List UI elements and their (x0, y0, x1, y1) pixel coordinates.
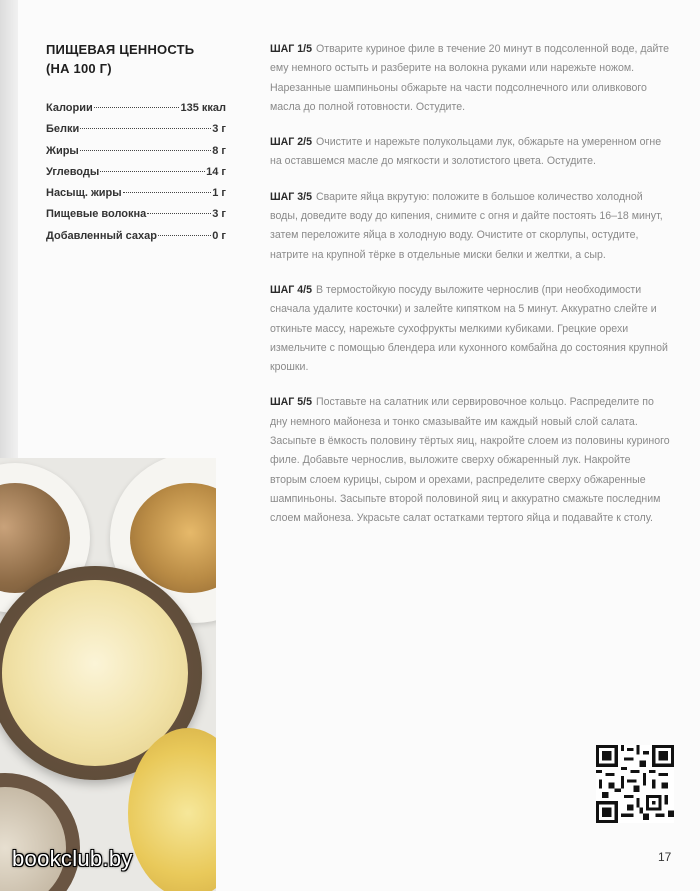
step-text: Поставьте на салатник или сервировочное кольцо. Распределите по дну немного майонеза и тонко смазывайте им каждый новый слой салата. Засыпьте в ёмкость половину тёртых яиц, накройте слоем из половины куриного филе. Добавьте чернослив, выложите сверху обжаренный лук. Накройте вторым слоем курицы, сыром и орехами, распределите сверху обжаренные шампиньоны. Засыпьте второй половиной яиц и аккуратно смажьте последним слоем майонеза. Украсьте салат остатками тертого яйца и подавайте к столу. (270, 396, 670, 525)
step-text: В термостойкую посуду выложите чернослив (при необходимости сначала удалите косточки) и залейте кипятком на 5 минут. Аккуратно слейте и откиньте массу, нарежьте сухофрукты мелкими кубиками. Грецкие орехи измельчите с помощью блендера или кухонного комбайна до состояния крупной крошки. (270, 283, 668, 374)
step-label: ШАГ 3/5 (270, 190, 312, 203)
nutrition-facts (46, 40, 226, 251)
dot-leader (80, 150, 211, 151)
nutrient-value: 8 г (212, 144, 226, 157)
salad-ingredients-photo (0, 458, 216, 891)
nutrient-name: Пищевые волокна (46, 208, 147, 221)
dot-leader (94, 107, 180, 108)
chicken-plate (0, 773, 80, 891)
nutrient-value: 3 г (212, 123, 226, 136)
nutrition-row (46, 208, 226, 229)
nutrient-value: 14 г (206, 165, 226, 178)
nutrition-row (46, 166, 226, 187)
watermark: bookclub.by (12, 846, 133, 871)
nutrition-rows (46, 102, 226, 251)
nutrient-name: Белки (46, 123, 80, 136)
nutrient-value: 3 г (212, 208, 226, 221)
nutrient-name: Добавленный сахар (46, 229, 158, 242)
recipe-step (270, 40, 670, 117)
step-label: ШАГ 1/5 (270, 43, 312, 55)
nutrient-value: 0 г (212, 229, 226, 242)
recipe-step (270, 393, 670, 528)
page-number: 17 (658, 850, 672, 864)
nutrition-title: ПИЩЕВАЯ ЦЕННОСТЬ (НА 100 Г) (46, 42, 195, 76)
recipe-step (270, 133, 670, 172)
recipe-step (270, 281, 670, 377)
nutrition-row (46, 230, 226, 251)
nutrient-name: Насыщ. жиры (46, 187, 122, 200)
nutrient-name: Жиры (46, 144, 79, 157)
dot-leader (158, 235, 211, 236)
step-text: Сварите яйца вкрутую: положите в большое количество холодной воды, доведите воду до кипения, снимите с огня и дайте постоять 16–18 минут, затем переложите яйца в холодную воду. Очистите от скорлупы, остудите, натрите на крупной тёрке в отдельные миски белки и желтки, а сыр. (270, 190, 663, 261)
step-label: ШАГ 5/5 (270, 396, 312, 409)
nutrient-name: Углеводы (46, 165, 100, 178)
nutrient-name: Калории (46, 102, 93, 114)
qr-code (596, 745, 674, 823)
nutrient-value: 1 г (212, 187, 226, 200)
nutrition-row (46, 187, 226, 208)
dot-leader (147, 213, 211, 214)
step-label: ШАГ 2/5 (270, 136, 312, 149)
dot-leader (123, 192, 212, 193)
recipe-step (270, 188, 670, 265)
nutrition-row (46, 123, 226, 144)
nutrition-row (46, 145, 226, 166)
dot-leader (100, 171, 205, 172)
dot-leader (80, 128, 211, 129)
nutrition-row (46, 102, 226, 123)
recipe-steps (270, 40, 670, 545)
nutrient-value: 135 ккал (180, 102, 226, 114)
step-text: Очистите и нарежьте полукольцами лук, обжарьте на умеренном огне на оставшемся масле до мягкости и золотистого цвета. Остудите. (270, 136, 662, 168)
step-label: ШАГ 4/5 (270, 283, 312, 296)
step-text: Отварите куриное филе в течение 20 минут в подсоленной воде, дайте ему немного остыть и разберите на волокна руками или нарежьте ножом. Нарезанные шампиньоны обжарьте на части подсолнечного или оливкового масла до полной готовности. Остудите. (270, 43, 670, 113)
